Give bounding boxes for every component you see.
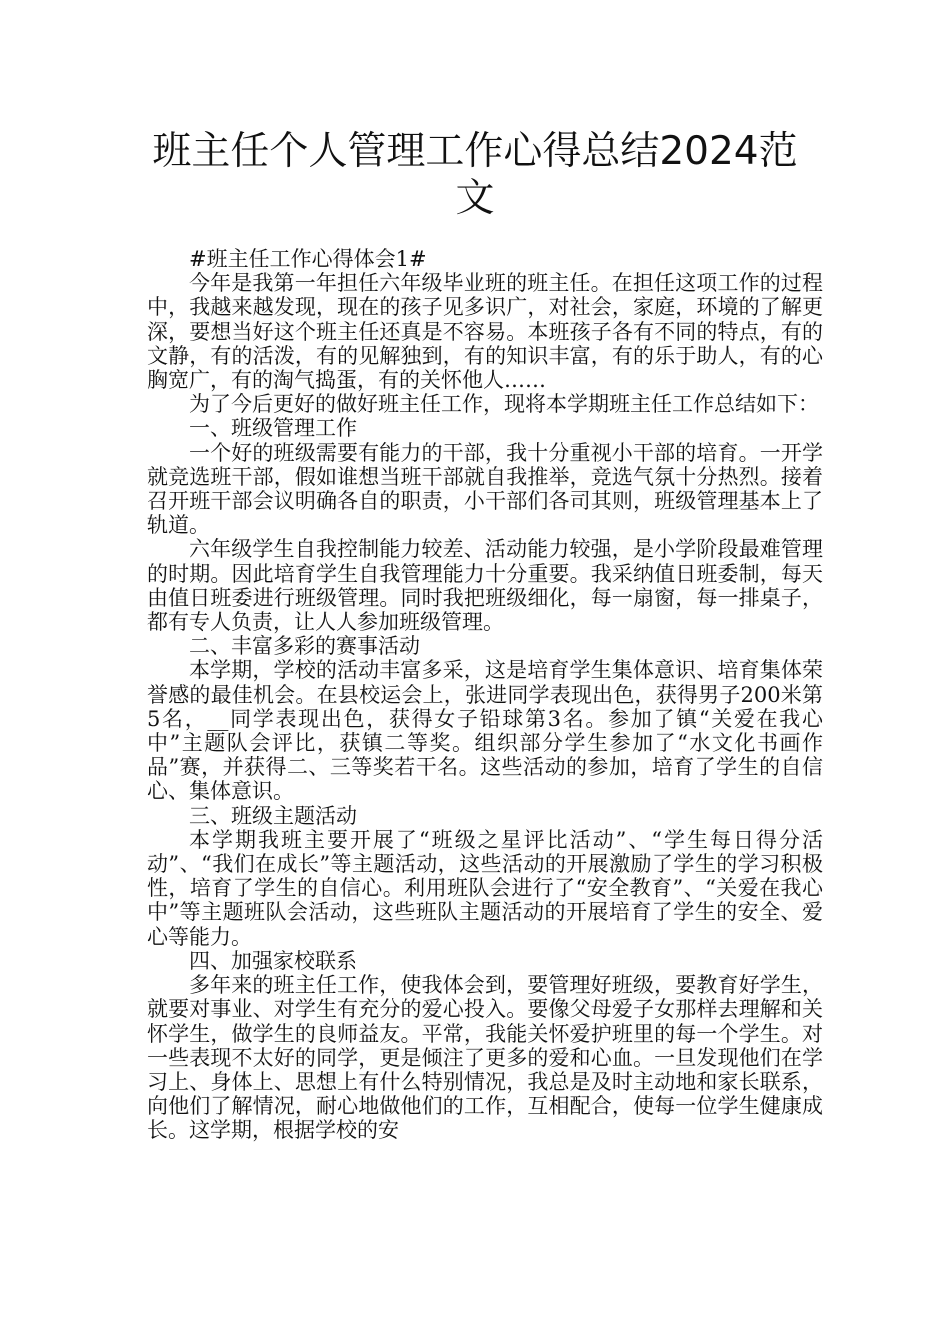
heading-activities: 二、丰富多彩的赛事活动 [189, 634, 420, 659]
paragraph-theme-activities: 本学期我班主要开展了“班级之星评比活动”、“学生每日得分活动”、“我们在成长”等主题活动，这些活动的开展激励了学生的学习积极性，培育了学生的自信心。利用班队会进行了“安全教育”、“关爱在我心中”等主题班队会活动，这些班队主题活动的开展培育了学生的安全、爱心等能力。 [147, 827, 823, 949]
document-title: 班主任个人管理工作心得总结2024范文 [152, 129, 798, 221]
paragraph-self-management: 六年级学生自我控制能力较差、活动能力较强，是小学阶段最难管理的时期。因此培育学生自我管理能力十分重要。我采纳值日班委制，每天由值日班委进行班级管理。同时我把班级细化，每一扇窗，每一排桌子，都有专人负责，让人人参加班级管理。 [147, 537, 823, 635]
document-body [147, 247, 823, 1143]
heading-theme-activities: 三、班级主题活动 [189, 803, 357, 828]
paragraph-intro: 今年是我第一年担任六年级毕业班的班主任。在担任这项工作的过程中，我越来越发现，现在的孩子见多识广，对社会，家庭，环境的了解更深，要想当好这个班主任还真是不容易。本班孩子各有不同的特点，有的文静，有的活泼，有的见解独到，有的知识丰富，有的乐于助人，有的心胸宽广，有的淘气捣蛋，有的关怀他人…… [147, 271, 823, 393]
paragraph-activities: 本学期，学校的活动丰富多采，这是培育学生集体意识、培育集体荣誉感的最佳机会。在县校运会上，张进同学表现出色，获得男子200米第5名，__同学表现出色，获得女子铅球第3名。参加了镇“关爱在我心中”主题队会评比，获镇二等奖。组织部分学生参加了“水文化书画作品”赛，并获得二、三等奖若干名。这些活动的参加，培育了学生的自信心、集体意识。 [147, 658, 823, 804]
heading-home-school: 四、加强家校联系 [189, 948, 357, 973]
paragraph-home-school: 多年来的班主任工作，使我体会到，要管理好班级，要教育好学生，就要对事业、对学生有充分的爱心投入。要像父母爱子女那样去理解和关怀学生，做学生的良师益友。平常，我能关怀爱护班里的每一个学生。对一些表现不太好的同学，更是倾注了更多的爱和心血。一旦发现他们在学习上、身体上、思想上有什么特别情况，我总是及时主动地和家长联系，向他们了解情况，耐心地做他们的工作，互相配合，使每一位学生健康成长。这学期，根据学校的安 [147, 973, 823, 1143]
paragraph-class-cadres: 一个好的班级需要有能力的干部，我十分重视小干部的培育。一开学就竞选班干部，假如谁想当班干部就自我推举，竞选气氛十分热烈。接着召开班干部会议明确各自的职责，小干部们各司其则，班级管理基本上了轨道。 [147, 440, 823, 538]
section-marker: #班主任工作心得体会1# [189, 247, 427, 271]
paragraph-summary-lead: 为了今后更好的做好班主任工作，现将本学期班主任工作总结如下： [189, 392, 819, 417]
heading-class-management: 一、班级管理工作 [189, 416, 357, 441]
